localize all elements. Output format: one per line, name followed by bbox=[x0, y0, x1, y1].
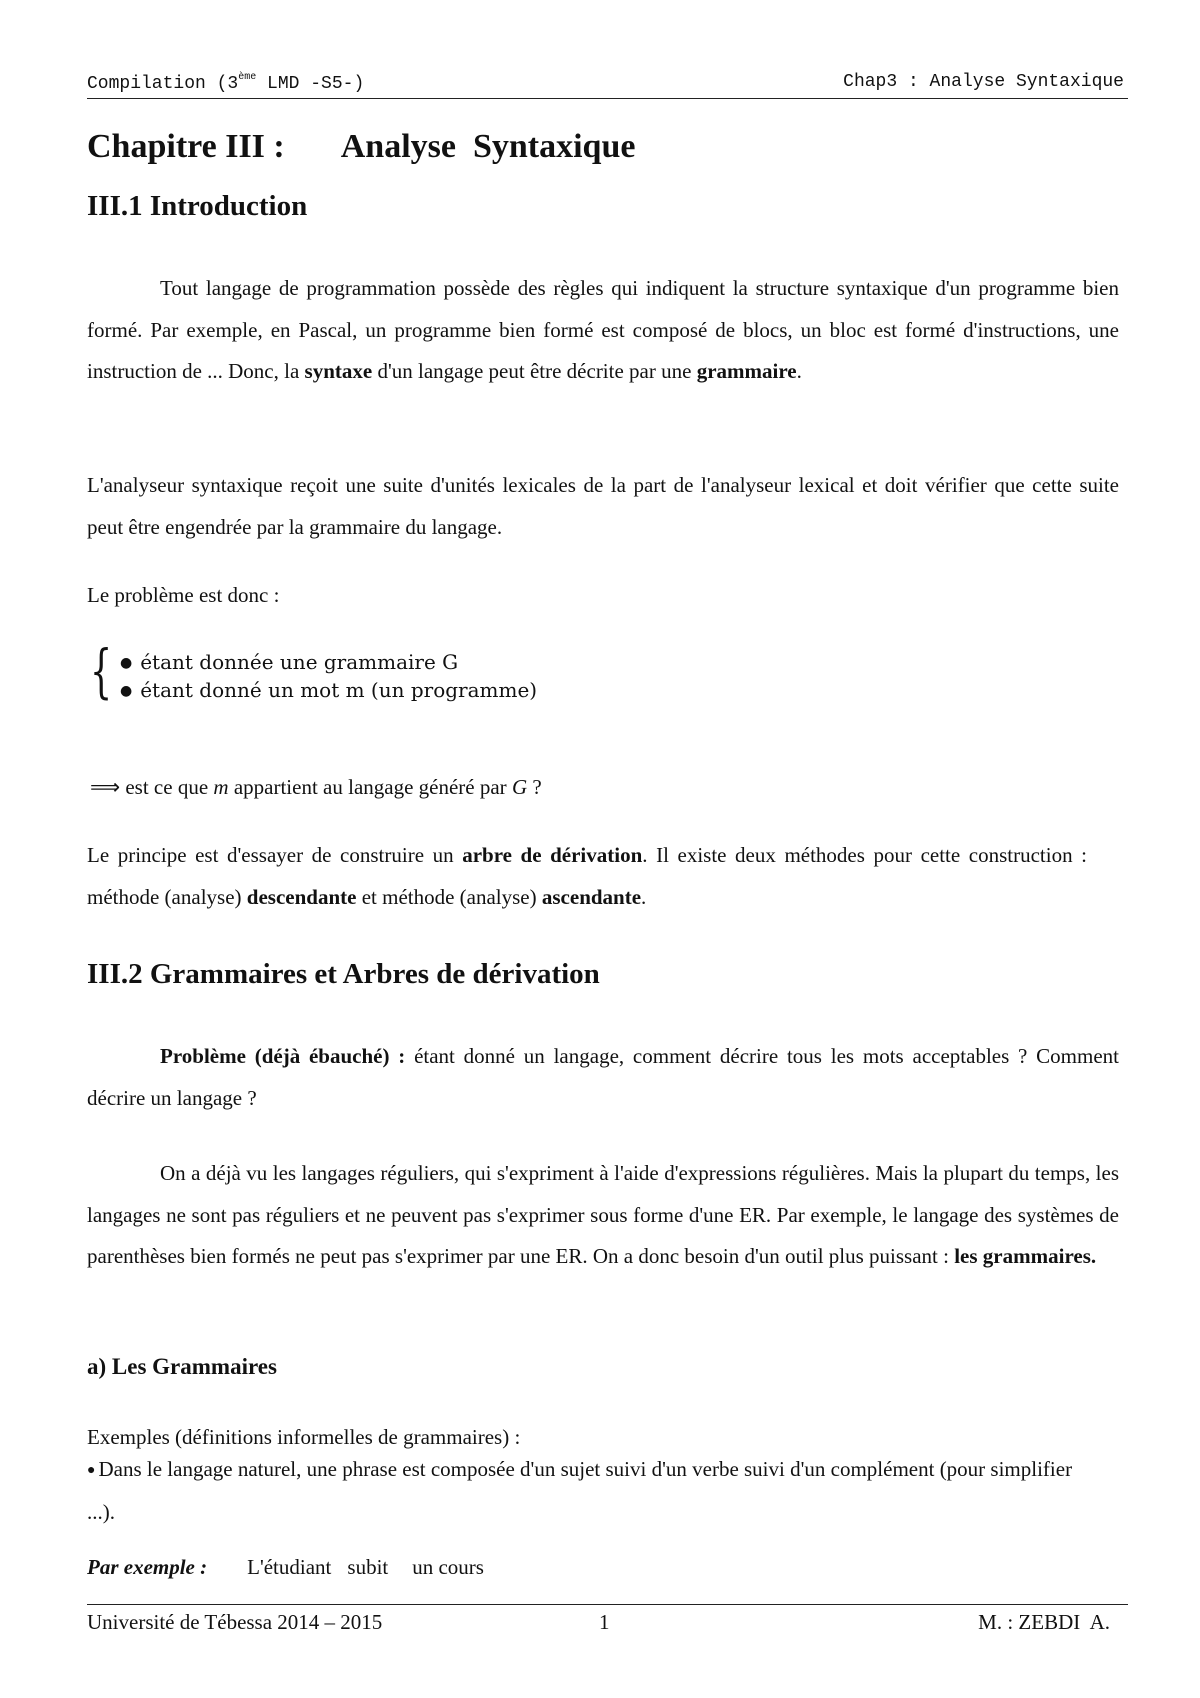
footer-university: Université de Tébessa 2014 – 2015 bbox=[87, 1610, 383, 1634]
term-syntaxe: syntaxe bbox=[304, 359, 373, 383]
page-footer bbox=[87, 1604, 1128, 1637]
section-2-title: III.2 Grammaires et Arbres de dérivation bbox=[87, 958, 600, 990]
section-1-title: III.1 Introduction bbox=[87, 190, 308, 222]
left-brace: { bbox=[90, 637, 113, 705]
problem-line: Le problème est donc : bbox=[87, 583, 280, 607]
bullet-icon: ● bbox=[120, 683, 133, 699]
question-line: ⟹ est ce que m appartient au langage généré par G ? bbox=[90, 775, 542, 799]
problem-paragraph: Problème (déjà ébauché) : étant donné un langage, comment décrire tous les mots acceptables ? Comment décrire un langage ? bbox=[87, 1044, 1120, 1110]
chapter-title bbox=[87, 128, 635, 166]
formula-item-word: ● étant donné un mot m (un programme) bbox=[120, 678, 538, 702]
footer-author: M. : ZEBDI A. bbox=[978, 1610, 1110, 1634]
bullet-icon: ● bbox=[87, 1463, 96, 1478]
page-number: 1 bbox=[599, 1610, 610, 1634]
header-course: Compilation (3ème LMD -S5-) bbox=[87, 72, 365, 94]
bullet-icon: ● bbox=[120, 655, 133, 671]
term-grammaire: grammaire bbox=[696, 359, 797, 383]
intro-paragraph: Tout langage de programmation possède des règles qui indiquent la structure syntaxique d'un programme bien formé. Par exemple, en Pascal, un programme bien formé est composé de blocs, un bloc est formé d'instructions, une instruction de ... Donc, la syntaxe d'un langage peut être décrite par une grammaire. bbox=[87, 276, 1119, 383]
examples-line: Exemples (définitions informelles de grammaires) : bbox=[87, 1425, 521, 1449]
regular-languages-paragraph: On a déjà vu les langages réguliers, qui s'expriment à l'aide d'expressions régulières. Mais la plupart du temps, les langages ne sont pas réguliers et ne peuvent pas s'exprimer sous forme d'une ER. Par exemple, le langage des systèmes de parenthèses bien formés ne peut pas s'exprimer par une ER. On a donc besoin d'un outil plus puissant : les grammaires. bbox=[87, 1161, 1119, 1268]
parser-paragraph: L'analyseur syntaxique reçoit une suite d'unités lexicales de la part de l'analyseur lexical et doit vérifier que cette suite peut être engendrée par la grammaire du langage. bbox=[87, 473, 1119, 539]
subsection-a-title: a) Les Grammaires bbox=[87, 1354, 277, 1379]
chapter-label: Chapitre III : bbox=[87, 128, 285, 165]
header-chapter: Chap3 : Analyse Syntaxique bbox=[843, 72, 1124, 92]
chapter-name: Analyse Syntaxique bbox=[340, 128, 636, 165]
example-sentence: Par exemple : L'étudiant subit un cours bbox=[87, 1555, 484, 1579]
formula-item-grammar: ● étant donnée une grammaire G bbox=[120, 650, 459, 674]
principle-paragraph: Le principe est d'essayer de construire un arbre de dérivation. Il existe deux méthodes pour cette construction : méthode (analyse) descendante et méthode (analyse) ascendante. bbox=[87, 843, 1087, 909]
page-header bbox=[87, 70, 1128, 99]
example-bullet: ● Dans le langage naturel, une phrase est composée d'un sujet suivi d'un verbe suivi d'un complément (pour simplifier ...). bbox=[87, 1457, 1073, 1524]
implies-arrow-icon: ⟹ bbox=[90, 775, 121, 799]
